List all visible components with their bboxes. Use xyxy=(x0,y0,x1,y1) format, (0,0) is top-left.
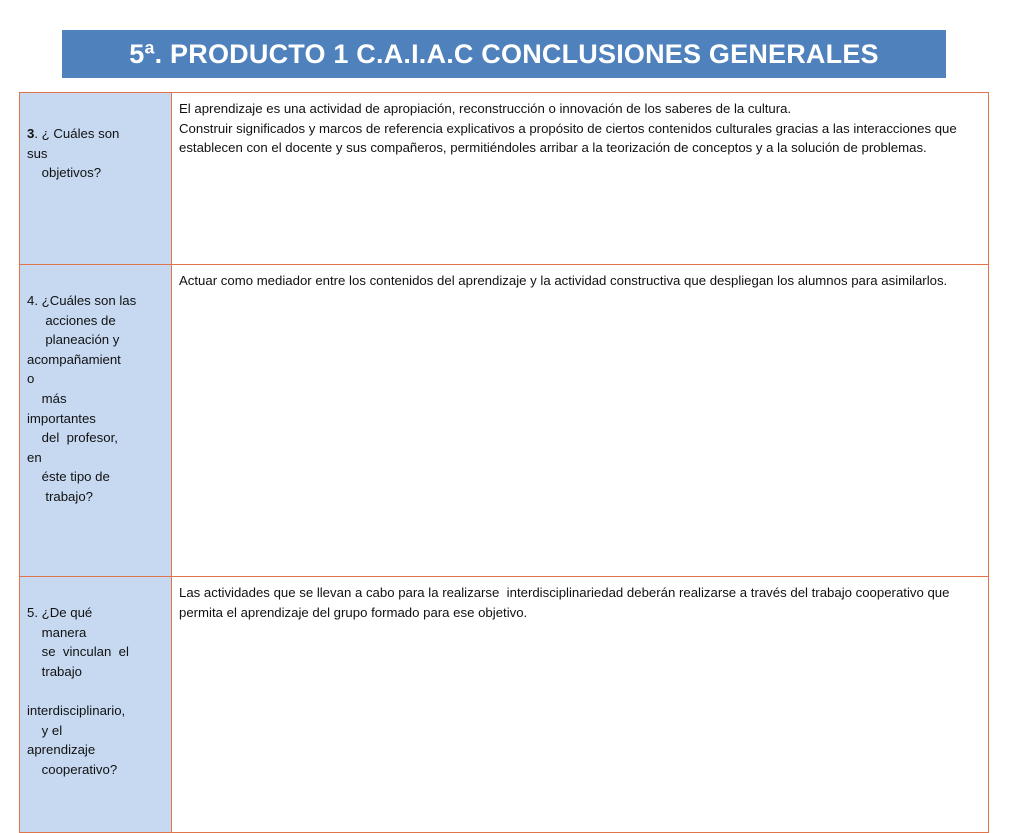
answer-cell xyxy=(172,265,989,577)
question-cell xyxy=(20,577,172,833)
question-cell xyxy=(20,265,172,577)
answer-cell xyxy=(172,93,989,265)
answer-text: Actuar como mediador entre los contenidos del aprendizaje y la actividad constructiva que despliegan los alumnos para asimilarlos. xyxy=(179,273,948,288)
answer-text: El aprendizaje es una actividad de apropiación, reconstrucción o innovación de los saberes de la cultura. Construir significados y marcos de referencia explicativos a propósito de ciertos contenidos culturales gracias a las interacciones que establecen con el docente y sus compañeros, permitiéndoles arribar a la teorización de conceptos y a la solución de problemas. xyxy=(179,101,957,156)
table-row xyxy=(20,577,989,833)
question-number: 3 xyxy=(27,126,35,141)
table-row xyxy=(20,265,989,577)
question-text xyxy=(27,124,165,183)
page-title: 5ª. PRODUCTO 1 C.A.I.A.C CONCLUSIONES GENERALES xyxy=(129,38,879,69)
conclusions-table xyxy=(19,92,989,833)
answer-cell xyxy=(172,577,989,833)
question-text: 4. ¿Cuáles son las acciones de planeación y acompañamient o más importantes del profesor, en éste tipo de trabajo? xyxy=(27,293,137,504)
question-cell xyxy=(20,93,172,265)
title-banner xyxy=(62,30,946,78)
question-body: . ¿ Cuáles son sus objetivos? xyxy=(27,126,120,181)
question-text: 5. ¿De qué manera se vinculan el trabajo interdisciplinario, y el aprendizaje cooperativo? xyxy=(27,605,129,777)
answer-text: Las actividades que se llevan a cabo para la realizarse interdisciplinariedad deberán realizarse a través del trabajo cooperativo que permita el aprendizaje del grupo formado para ese objetivo. xyxy=(179,585,954,620)
table-row xyxy=(20,93,989,265)
